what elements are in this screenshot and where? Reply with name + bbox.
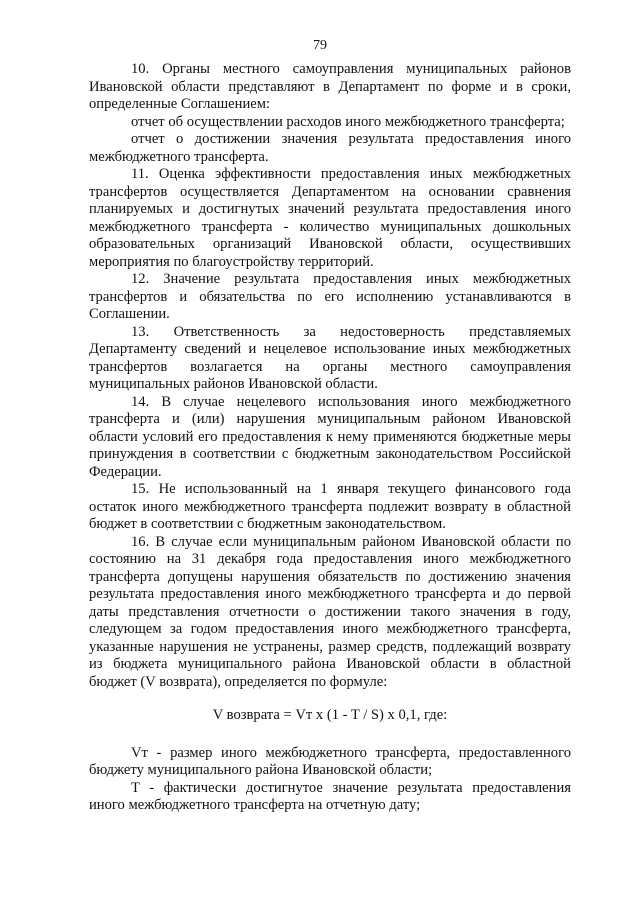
page-number: 79 — [313, 38, 327, 53]
formula: V возврата = Vт x (1 - T / S) x 0,1, где: — [212, 707, 448, 723]
definition-vt: Vт - размер иного межбюджетного трансферта, предоставленного бюджету муниципального района Ивановской области; — [89, 744, 571, 778]
definition-t: T - фактически достигнутое значение результата предоставления иного межбюджетного трансферта на отчетную дату; — [89, 779, 571, 813]
paragraph-15: 15. Не использованный на 1 января текущего финансового года остаток иного межбюджетного трансферта подлежит возврату в областной бюджет в соответствии с бюджетным законодательством. — [89, 481, 571, 532]
paragraph-13: 13. Ответственность за недостоверность представляемых Департаменту сведений и нецелевое использование иных межбюджетных трансфертов возлагается на органы местного самоуправления муниципальных районов Ивановской области. — [89, 323, 571, 392]
paragraph-16: 16. В случае если муниципальным районом Ивановской области по состоянию на 31 декабря года предоставления иного межбюджетного трансферта допущены нарушения обязательств по достижению значения результата предоставления иного межбюджетного трансферта и до первой даты представления отчетности о достижении такого значения в году, следующем за годом предоставления иного межбюджетного трансферта, указанные нарушения не устранены, размер средств, подлежащий возврату из бюджета муниципального района Ивановской области в областной бюджет (V возврата), определяется по формуле: — [89, 533, 571, 690]
paragraph-11: 11. Оценка эффективности предоставления иных межбюджетных трансфертов осуществляется Департаментом на основании сравнения планируемых и достигнутых значений результата предоставления иного межбюджетного трансферта - количество муниципальных дошкольных образовательных организаций Ивановской области, осуществивших мероприятия по благоустройству территорий. — [89, 166, 571, 270]
paragraph-14: 14. В случае нецелевого использования иного межбюджетного трансферта и (или) нарушения муниципальным районом Ивановской области условий его предоставления к нему применяются бюджетные меры принуждения в соответствии с бюджетным законодательством Российской Федерации. — [89, 393, 571, 480]
paragraph-10: 10. Органы местного самоуправления муниципальных районов Ивановской области представляют в Департамент по форме и в сроки, определенные Соглашением: — [89, 61, 571, 112]
paragraph-10-item-result-report: отчет о достижении значения результата предоставления иного межбюджетного трансферта. — [89, 131, 571, 165]
paragraph-12: 12. Значение результата предоставления иных межбюджетных трансфертов и обязательства по его исполнению устанавливаются в Соглашении. — [89, 271, 571, 322]
paragraph-10-item-expenses-report: отчет об осуществлении расходов иного межбюджетного трансферта; — [131, 113, 565, 130]
document-body — [89, 61, 571, 815]
